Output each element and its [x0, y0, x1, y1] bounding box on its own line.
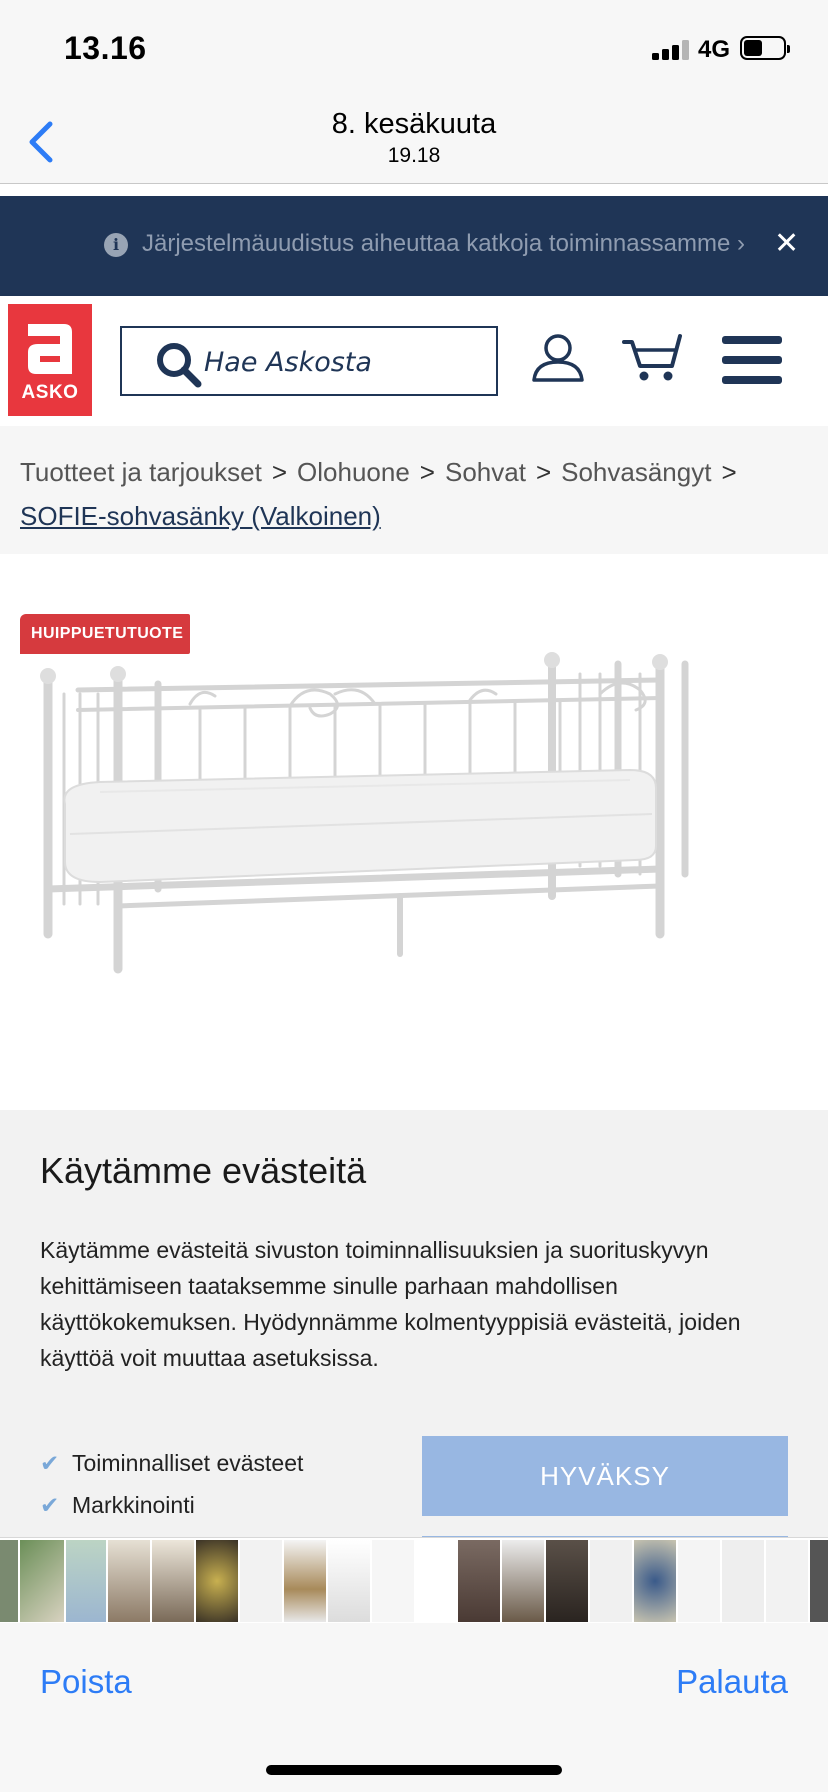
thumbnail[interactable] [66, 1540, 106, 1622]
notice-banner[interactable] [0, 196, 828, 296]
thumbnail[interactable] [678, 1540, 720, 1622]
breadcrumb-current[interactable]: SOFIE-sohvasänky (Valkoinen) [20, 501, 381, 531]
cookie-option-functional[interactable] [40, 1450, 303, 1477]
status-bar [0, 0, 828, 100]
site-header [0, 296, 828, 426]
thumbnail[interactable] [328, 1540, 370, 1622]
user-icon[interactable] [530, 332, 586, 384]
search-box[interactable] [120, 326, 498, 396]
photo-thumbnail-strip[interactable] [0, 1537, 828, 1623]
breadcrumb-separator: > [419, 457, 435, 487]
delete-button[interactable]: Poista [40, 1663, 132, 1700]
accept-cookies-button[interactable]: HYVÄKSY [422, 1436, 788, 1516]
thumbnail[interactable] [20, 1540, 64, 1622]
breadcrumb-item[interactable]: Sohvasängyt [561, 457, 712, 487]
info-icon: i [104, 233, 128, 257]
thumbnail[interactable] [546, 1540, 588, 1622]
thumbnail[interactable] [810, 1540, 828, 1622]
notice-text[interactable]: Järjestelmäuudistus aiheuttaa katkoja toiminnassamme › [142, 230, 745, 257]
photos-nav-bar [0, 100, 828, 184]
breadcrumb-item[interactable]: Sohvat [444, 457, 526, 487]
status-time: 13.16 [64, 30, 147, 66]
cookie-consent-panel [0, 1110, 828, 1540]
checkmark-icon[interactable]: ✔ [40, 1492, 60, 1518]
product-image-area [0, 554, 828, 1110]
photo-date-title: 8. kesäkuuta [331, 108, 497, 140]
thumbnail[interactable] [766, 1540, 808, 1622]
thumbnail[interactable] [416, 1540, 456, 1622]
thumbnail[interactable] [458, 1540, 500, 1622]
thumbnail[interactable] [634, 1540, 676, 1622]
breadcrumb [0, 426, 828, 554]
network-type: 4G [698, 36, 731, 63]
breadcrumb-item[interactable]: Tuotteet ja tarjoukset [20, 457, 262, 487]
home-indicator[interactable] [266, 1765, 562, 1775]
cookie-option-label: Markkinointi [72, 1492, 195, 1518]
close-icon[interactable]: ✕ [774, 227, 800, 260]
asko-logo[interactable] [8, 304, 92, 416]
breadcrumb-separator: > [721, 457, 737, 487]
top-offer-badge: HUIPPUETUTUOTE [20, 614, 190, 654]
breadcrumb-separator: > [271, 457, 288, 487]
search-icon[interactable] [154, 340, 202, 388]
thumbnail[interactable] [240, 1540, 282, 1622]
battery-icon [740, 36, 786, 60]
signal-icon [652, 40, 690, 60]
thumbnail[interactable] [108, 1540, 150, 1622]
cookie-option-marketing[interactable] [40, 1492, 195, 1519]
cookie-title: Käytämme evästeitä [40, 1150, 367, 1191]
daybed-product-image[interactable] [40, 634, 780, 1094]
thumbnail[interactable] [722, 1540, 764, 1622]
restore-button[interactable]: Palauta [676, 1663, 788, 1700]
thumbnail[interactable] [152, 1540, 194, 1622]
cookie-option-label: Toiminnalliset evästeet [72, 1450, 304, 1476]
thumbnail[interactable] [0, 1540, 18, 1622]
cookie-description: Käytämme evästeitä sivuston toiminnallisuuksien ja suorituskyvyn kehittämiseen taataksemme sinulle parhaan mahdollisen käyttökokemuksen. Hyödynnämme kolmentyyppisiä evästeitä, joiden käyttöä voit muuttaa asetuksissa. [40, 1237, 741, 1371]
thumbnail[interactable] [372, 1540, 414, 1622]
breadcrumb-item[interactable]: Olohuone [297, 457, 410, 487]
bottom-toolbar [0, 1623, 828, 1792]
checkmark-icon[interactable]: ✔ [40, 1450, 60, 1476]
thumbnail[interactable] [284, 1540, 326, 1622]
cart-icon[interactable] [622, 332, 684, 384]
search-input[interactable] [204, 342, 484, 382]
thumbnail[interactable] [590, 1540, 632, 1622]
thumbnail[interactable] [196, 1540, 238, 1622]
thumbnail[interactable] [502, 1540, 544, 1622]
breadcrumb-separator: > [535, 457, 552, 487]
photo-time-subtitle: 19.18 [387, 144, 441, 167]
menu-icon[interactable] [722, 336, 782, 384]
asko-logo-mark [24, 318, 76, 376]
logo-text: ASKO [21, 382, 79, 403]
